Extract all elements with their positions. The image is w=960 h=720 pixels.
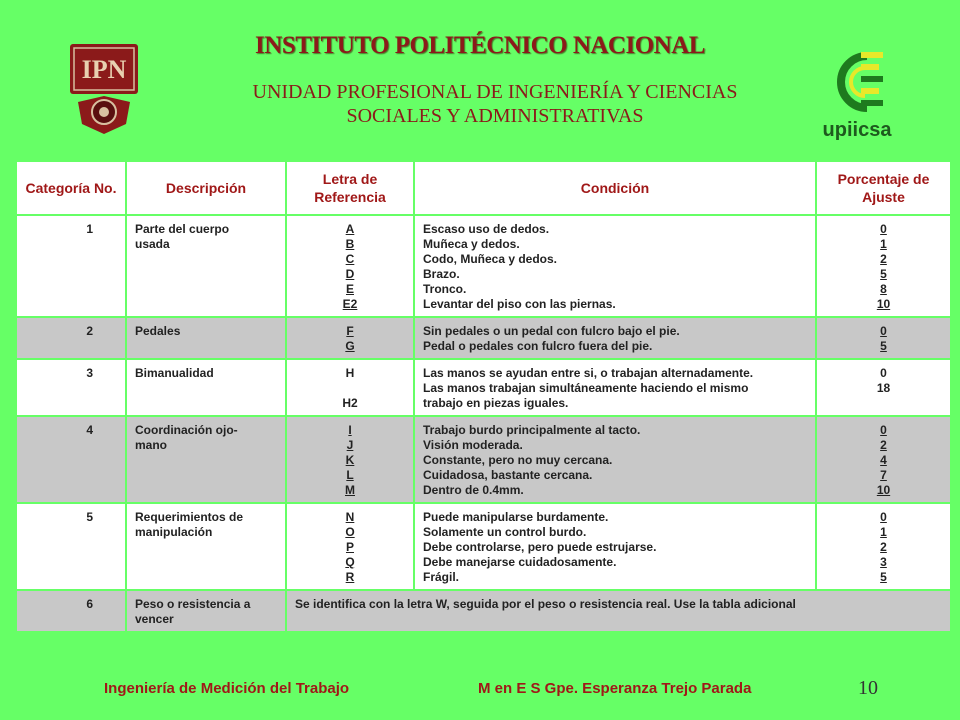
percentage: 1 [880, 237, 887, 251]
header-letra: Letra de Referencia [286, 161, 414, 215]
row-letters [286, 317, 414, 359]
percentage: 5 [880, 267, 887, 281]
condition-line: Constante, pero no muy cercana. [423, 453, 613, 467]
table-header-row [16, 161, 951, 215]
description-line: vencer [135, 612, 174, 626]
condition-line: Trabajo burdo principalmente al tacto. [423, 423, 641, 437]
letter: H [345, 366, 355, 380]
row-conditions [414, 359, 816, 416]
letter-spacer [295, 381, 405, 396]
percentage: 8 [880, 282, 887, 296]
adjustment-table [15, 160, 952, 633]
letter: G [345, 339, 355, 353]
percentage: 0 [880, 324, 887, 338]
description-line: Parte del cuerpo [135, 222, 230, 236]
row-letters [286, 359, 414, 416]
row-percentages [816, 503, 951, 590]
condition-line: Las manos trabajan simultáneamente haciendo el mismo [423, 381, 749, 395]
condition-line: Frágil. [423, 570, 460, 584]
condition-line: Sin pedales o un pedal con fulcro bajo el pie. [423, 324, 680, 338]
row-number: 6 [16, 590, 126, 632]
condition-line: Cuidadosa, bastante cercana. [423, 468, 593, 482]
letter: A [345, 222, 355, 236]
row-letters [286, 503, 414, 590]
table-row [16, 503, 951, 590]
description-line: manipulación [135, 525, 213, 539]
header-condicion: Condición [414, 161, 816, 215]
condition-line: Tronco. [423, 282, 467, 296]
percentage: 10 [876, 483, 891, 497]
row-conditions [414, 416, 816, 503]
letter: I [348, 423, 352, 437]
percentage: 1 [880, 525, 887, 539]
ipn-logo-text: IPN [81, 55, 127, 84]
letter: K [345, 453, 355, 467]
condition-line: Debe manejarse cuidadosamente. [423, 555, 617, 569]
table-row [16, 416, 951, 503]
percentage: 0 [880, 366, 887, 380]
footer-author: M en E S Gpe. Esperanza Trejo Parada [478, 680, 752, 697]
letter: L [346, 468, 354, 482]
percentage: 5 [880, 570, 887, 584]
condition-line: Codo, Muñeca y dedos. [423, 252, 558, 266]
row-number: 5 [16, 503, 126, 590]
percentage: 18 [876, 381, 891, 395]
description-line: Requerimientos de [135, 510, 244, 524]
subtitle-line-1: UNIDAD PROFESIONAL DE INGENIERÍA Y CIENCIAS [252, 81, 738, 103]
footer-course-name: Ingeniería de Medición del Trabajo [104, 680, 350, 697]
percentage: 2 [880, 540, 887, 554]
description-line: Peso o resistencia a [135, 597, 251, 611]
letter: H2 [342, 396, 358, 410]
condition-line: Brazo. [423, 267, 460, 281]
description-line: Pedales [135, 324, 181, 338]
letter: D [345, 267, 355, 281]
row-percentages [816, 416, 951, 503]
letter: M [345, 483, 355, 497]
condition-line: Visión moderada. [423, 438, 523, 452]
condition-line: Debe controlarse, pero puede estrujarse. [423, 540, 657, 554]
row-conditions [414, 503, 816, 590]
row-number: 3 [16, 359, 126, 416]
row-number: 1 [16, 215, 126, 317]
row-percentages [816, 359, 951, 416]
upiicsa-logo-text: upiicsa [822, 119, 892, 141]
condition-line: Dentro de 0.4mm. [423, 483, 524, 497]
table-row [16, 359, 951, 416]
header-porcentaje: Porcentaje de Ajuste [816, 161, 951, 215]
row-conditions [414, 317, 816, 359]
row-span-note: Se identifica con la letra W, seguida por el peso o resistencia real. Use la tabla adicional [286, 590, 951, 632]
percentage: 0 [880, 222, 887, 236]
row-description [126, 215, 286, 317]
letter: O [345, 525, 355, 539]
percentage: 0 [880, 510, 887, 524]
row-number: 2 [16, 317, 126, 359]
letter: C [345, 252, 355, 266]
condition-line: Levantar del piso con las piernas. [423, 297, 616, 311]
letter: N [345, 510, 355, 524]
ipn-logo-icon [64, 40, 144, 136]
percentage: 10 [876, 297, 891, 311]
row-description [126, 416, 286, 503]
condition-line: Pedal o pedales con fulcro fuera del pie. [423, 339, 653, 353]
condition-line: Solamente un control burdo. [423, 525, 587, 539]
percentage: 0 [880, 423, 887, 437]
percentage: 5 [880, 339, 887, 353]
letter: J [346, 438, 354, 452]
row-description [126, 359, 286, 416]
page-number: 10 [858, 677, 878, 699]
letter: E2 [342, 297, 358, 311]
row-description [126, 317, 286, 359]
table-row [16, 215, 951, 317]
letter: R [345, 570, 355, 584]
row-percentages [816, 317, 951, 359]
page-title: INSTITUTO POLITÉCNICO NACIONAL [255, 32, 705, 59]
description-line: Bimanualidad [135, 366, 214, 380]
condition-line: Muñeca y dedos. [423, 237, 520, 251]
subtitle-line-2: SOCIALES Y ADMINISTRATIVAS [346, 105, 644, 127]
row-description [126, 503, 286, 590]
description-line: Coordinación ojo- [135, 423, 238, 437]
letter: E [345, 282, 354, 296]
row-conditions [414, 215, 816, 317]
letter: F [346, 324, 354, 338]
condition-line: Puede manipularse burdamente. [423, 510, 609, 524]
row-letters [286, 416, 414, 503]
percentage: 7 [880, 468, 887, 482]
table-row [16, 317, 951, 359]
row-letters [286, 215, 414, 317]
condition-line: trabajo en piezas iguales. [423, 396, 569, 410]
header-categoria: Categoría No. [16, 161, 126, 215]
letter: P [345, 540, 354, 554]
description-line: usada [135, 237, 170, 251]
table-row [16, 590, 951, 632]
letter: Q [345, 555, 355, 569]
page-subtitle [180, 80, 810, 128]
percentage: 2 [880, 252, 887, 266]
condition-line: Escaso uso de dedos. [423, 222, 550, 236]
row-description [126, 590, 286, 632]
letter: B [345, 237, 355, 251]
percentage: 2 [880, 438, 887, 452]
upiicsa-logo-icon [815, 42, 899, 142]
description-line: mano [135, 438, 168, 452]
percentage: 3 [880, 555, 887, 569]
percentage: 4 [880, 453, 887, 467]
row-number: 4 [16, 416, 126, 503]
row-percentages [816, 215, 951, 317]
header-descripcion: Descripción [126, 161, 286, 215]
condition-line: Las manos se ayudan entre si, o trabajan alternadamente. [423, 366, 754, 380]
